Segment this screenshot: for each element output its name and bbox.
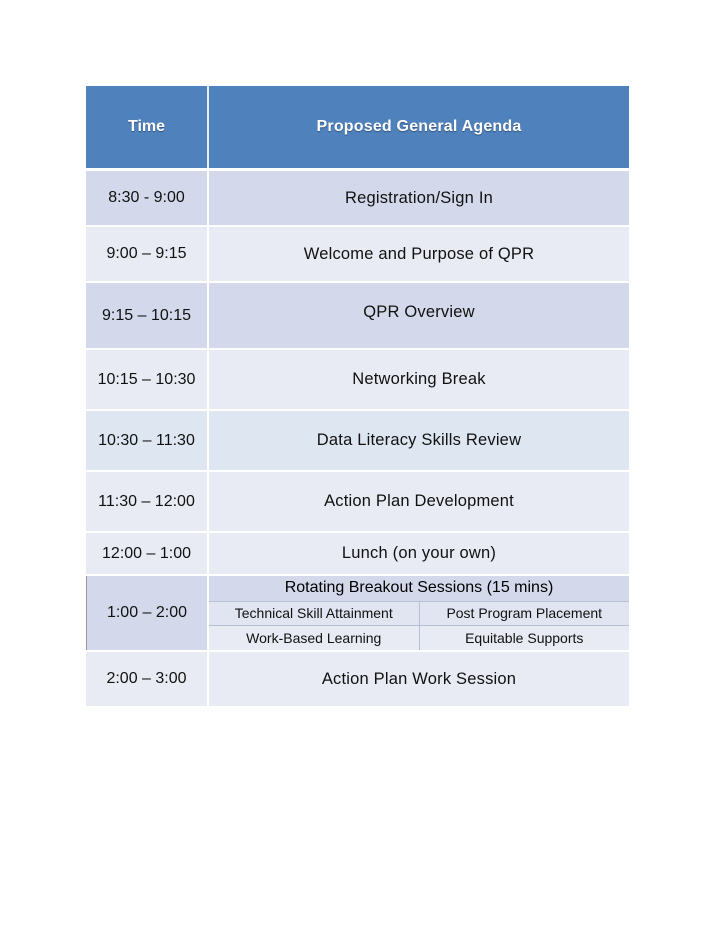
- breakout-grid: [209, 576, 629, 650]
- breakout-session: Work-Based Learning: [209, 626, 420, 650]
- table-row: [86, 171, 629, 227]
- row-item: QPR Overview: [363, 303, 475, 321]
- row-time: 10:30 – 11:30: [86, 411, 209, 470]
- breakout-row: [86, 576, 629, 652]
- breakout-title: Rotating Breakout Sessions (15 mins): [209, 576, 629, 602]
- breakout-sessions-row: [209, 626, 629, 650]
- row-item: Data Literacy Skills Review: [316, 431, 522, 449]
- table-row: [86, 283, 629, 350]
- breakout-sessions-row: [209, 602, 629, 627]
- breakout-session: Post Program Placement: [446, 605, 603, 622]
- table-row: [86, 652, 629, 706]
- header-time: Time: [86, 86, 209, 168]
- row-item: Action Plan Development: [324, 492, 514, 510]
- row-time: 9:00 – 9:15: [86, 227, 209, 281]
- row-time: 11:30 – 12:00: [86, 472, 209, 531]
- table-row: [86, 227, 629, 283]
- breakout-session: Equitable Supports: [465, 630, 584, 647]
- breakout-session: Technical Skill Attainment: [209, 602, 420, 626]
- table-row: [86, 533, 629, 576]
- row-time: 8:30 - 9:00: [86, 171, 209, 225]
- row-item: Welcome and Purpose of QPR: [303, 244, 535, 263]
- breakout-time: 1:00 – 2:00: [86, 576, 209, 650]
- row-time: 2:00 – 3:00: [86, 652, 209, 706]
- header-agenda: Proposed General Agenda: [316, 118, 522, 135]
- row-item: Registration/Sign In: [345, 188, 493, 207]
- row-time: 12:00 – 1:00: [86, 533, 209, 574]
- row-item: Lunch (on your own): [341, 544, 497, 562]
- table-row: [86, 472, 629, 533]
- table-header: [86, 86, 629, 171]
- agenda-table: [86, 86, 629, 706]
- table-row: [86, 411, 629, 472]
- row-item: Action Plan Work Session: [321, 669, 517, 688]
- row-time: 10:15 – 10:30: [86, 350, 209, 409]
- row-item: Networking Break: [352, 370, 486, 388]
- row-time: 9:15 – 10:15: [86, 283, 209, 348]
- table-row: [86, 350, 629, 411]
